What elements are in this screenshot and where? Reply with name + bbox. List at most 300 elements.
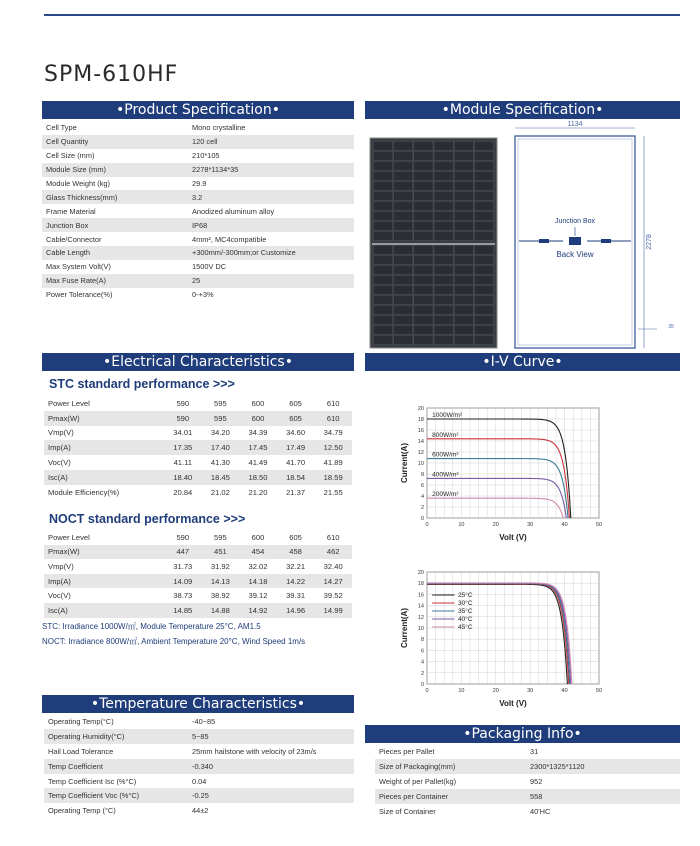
product-spec-value: +300mm/-300mm;or Customize (188, 246, 354, 260)
connector-left (539, 239, 549, 243)
product-spec-row (42, 218, 354, 232)
panel-cell (394, 305, 413, 314)
panel-cell (454, 211, 473, 220)
temperature-row (44, 774, 354, 789)
panel-cell (414, 201, 433, 210)
product-spec-value: 25 (188, 274, 354, 288)
noct-cell: 454 (239, 545, 277, 560)
panel-cell (434, 325, 453, 334)
stc-cell: 34.39 (248, 428, 268, 438)
series-label: 30°C (457, 600, 473, 607)
panel-cell (454, 231, 473, 240)
y-tick-label: 12 (417, 450, 424, 456)
stc-cell: 600 (251, 398, 265, 408)
panel-cell (414, 211, 433, 220)
noct-cell: 31.73 (173, 561, 193, 571)
panel-cell (434, 181, 453, 190)
x-tick-label: 50 (595, 688, 603, 694)
thickness-label: 35 (668, 324, 674, 330)
product-spec-row (42, 232, 354, 246)
temperature-label: Operating Temp (°C) (48, 806, 116, 816)
panel-cell (394, 265, 413, 274)
y-tick-label: 0 (420, 682, 424, 688)
product-spec-value: IP68 (188, 218, 354, 232)
height-label: 2278 (646, 234, 653, 250)
product-spec-label: Module Weight (kg) (46, 179, 110, 188)
stc-label: Imp(A) (44, 440, 164, 455)
packaging-label: Pieces per Pallet (379, 746, 435, 756)
y-tick-label: 8 (420, 472, 424, 478)
y-tick-label: 18 (417, 417, 424, 423)
stc-cell: 605 (277, 411, 315, 426)
noct-cell: 595 (214, 532, 227, 542)
series-label: 800W/m² (432, 431, 459, 439)
noct-note: NOCT: Irradiance 800W/㎡, Ambient Temperature 20°C, Wind Speed 1m/s (42, 637, 306, 646)
product-spec-label: Cell Quantity (42, 135, 188, 149)
panel-cell (434, 191, 453, 200)
panel-cell (474, 245, 493, 254)
panel-cell (454, 221, 473, 230)
temperature-row (44, 714, 354, 729)
panel-cell (474, 275, 493, 284)
temperature-header: •Temperature Characteristics• (42, 695, 354, 713)
noct-cell: 605 (289, 532, 302, 542)
panel-cell (394, 315, 413, 324)
noct-row (44, 530, 352, 545)
y-tick-label: 8 (420, 637, 424, 644)
stc-cell: 595 (202, 411, 240, 426)
noct-cell: 451 (202, 545, 240, 560)
panel-cell (454, 305, 473, 314)
product-spec-value: 29.9 (192, 179, 207, 188)
stc-label: Vmp(V) (48, 428, 74, 438)
panel-cell (414, 265, 433, 274)
stc-cell: 590 (164, 411, 202, 426)
product-spec-table (42, 121, 354, 302)
panel-cell (434, 265, 453, 274)
product-spec-value: Anodized aluminum alloy (192, 206, 275, 216)
y-tick-label: 0 (420, 516, 424, 522)
stc-cell: 41.11 (173, 458, 193, 468)
product-spec-row (42, 149, 354, 163)
y-tick-label: 20 (417, 406, 424, 412)
panel-cell (454, 181, 473, 190)
noct-cell: 14.92 (239, 603, 277, 618)
product-spec-row (42, 190, 354, 204)
x-tick-label: 30 (527, 522, 534, 528)
panel-cell (454, 161, 473, 170)
stc-label: Voc(V) (48, 458, 71, 468)
panel-cell (374, 305, 393, 314)
panel-cell (414, 295, 433, 304)
x-tick-label: 40 (561, 688, 568, 694)
product-spec-label: Glass Thickness(mm) (42, 190, 188, 204)
panel-cell (394, 141, 413, 150)
x-tick-label: 0 (425, 522, 429, 528)
noct-cell: 590 (176, 532, 190, 542)
panel-cell (414, 181, 433, 190)
temperature-row (44, 803, 354, 818)
module-spec-header: •Module Specification• (365, 101, 680, 119)
stc-cell: 21.55 (323, 487, 343, 497)
stc-cell: 41.30 (210, 458, 230, 468)
panel-cell (394, 221, 413, 230)
panel-cell (474, 265, 493, 274)
product-spec-value: 0-+3% (192, 290, 214, 300)
product-spec-label: Cell Type (46, 123, 77, 133)
noct-cell: 39.12 (248, 591, 268, 601)
packaging-value: 2300*1325*1120 (526, 759, 680, 774)
module-drawing (365, 120, 680, 352)
stc-cell: 34.60 (286, 428, 306, 438)
temperature-table (44, 714, 354, 818)
product-spec-value: Mono crystalline (192, 123, 246, 133)
temperature-value: -40~85 (192, 716, 216, 726)
panel-cell (394, 151, 413, 160)
panel-cell (394, 295, 413, 304)
y-tick-label: 14 (417, 603, 424, 610)
y-tick-label: 2 (420, 505, 424, 511)
panel-cell (474, 325, 493, 334)
panel-cell (434, 221, 453, 230)
panel-cell (414, 151, 433, 160)
temperature-row (44, 788, 354, 803)
panel-cell (414, 335, 433, 344)
temperature-label: Temp Coefficient Voc (%°C) (44, 788, 188, 803)
noct-label: Vmp(V) (48, 561, 74, 571)
iv-curve-header: •I-V Curve• (365, 353, 680, 371)
noct-cell: 14.13 (202, 574, 240, 589)
noct-cell: 14.96 (277, 603, 315, 618)
packaging-row (375, 789, 680, 804)
panel-cell (474, 221, 493, 230)
panel-cell (374, 325, 393, 334)
packaging-table (375, 744, 680, 818)
noct-row (44, 545, 352, 560)
panel-cell (454, 141, 473, 150)
product-spec-label: Frame Material (46, 206, 96, 216)
y-tick-label: 14 (417, 439, 424, 445)
noct-row (44, 588, 352, 603)
stc-cell: 595 (214, 398, 227, 408)
temperature-label: Operating Humidity(°C) (44, 729, 188, 744)
panel-cell (474, 211, 493, 220)
panel-cell (434, 151, 453, 160)
packaging-label: Weight of per Pallet(kg) (379, 776, 457, 786)
product-spec-label: Cable Length (42, 246, 188, 260)
stc-cell: 34.01 (173, 428, 193, 438)
panel-cell (374, 221, 393, 230)
packaging-row (375, 804, 680, 819)
electrical-header: •Electrical Characteristics• (42, 353, 354, 371)
temperature-value: -0.340 (188, 759, 354, 774)
product-spec-value: 1500V DC (192, 262, 227, 272)
panel-cell (414, 231, 433, 240)
noct-label: Imp(A) (44, 574, 164, 589)
stc-cell: 17.40 (202, 440, 240, 455)
product-spec-row (42, 204, 354, 218)
y-tick-label: 2 (420, 670, 424, 677)
panel-cell (434, 315, 453, 324)
y-axis-label: Current(A) (400, 443, 409, 483)
stc-label: Pmax(W) (44, 411, 164, 426)
temperature-value: 5~85 (188, 729, 354, 744)
panel-cell (474, 305, 493, 314)
panel-cell (454, 171, 473, 180)
panel-cell (374, 161, 393, 170)
panel-cell (414, 191, 433, 200)
noct-row (44, 559, 352, 574)
panel-cell (474, 295, 493, 304)
noct-cell: 462 (314, 545, 352, 560)
y-tick-label: 6 (420, 648, 424, 655)
product-spec-header: •Product Specification• (42, 101, 354, 119)
x-tick-label: 0 (425, 688, 429, 694)
connector-right (601, 239, 611, 243)
panel-cell (414, 141, 433, 150)
product-spec-value: 3.2 (188, 190, 354, 204)
panel-cell (394, 161, 413, 170)
temperature-value: -0.25 (188, 788, 354, 803)
noct-cell: 14.18 (239, 574, 277, 589)
noct-cell: 458 (277, 545, 315, 560)
y-tick-label: 10 (417, 461, 424, 467)
stc-cell: 12.50 (314, 440, 352, 455)
temperature-row (44, 759, 354, 774)
panel-cell (374, 201, 393, 210)
panel-cell (474, 161, 493, 170)
panel-cell (394, 245, 413, 254)
stc-cell: 21.02 (210, 487, 230, 497)
stc-cell: 17.49 (277, 440, 315, 455)
packaging-row (375, 744, 680, 759)
panel-cell (434, 305, 453, 314)
top-rule (44, 14, 680, 16)
iv-chart-irradiance (395, 402, 610, 547)
noct-label: Power Level (48, 532, 90, 542)
panel-cell (414, 245, 433, 254)
noct-label: Isc(A) (44, 603, 164, 618)
panel-cell (374, 231, 393, 240)
noct-cell: 14.09 (164, 574, 202, 589)
panel-cell (454, 151, 473, 160)
panel-cell (434, 171, 453, 180)
stc-label: Isc(A) (44, 470, 164, 485)
x-tick-label: 40 (561, 522, 568, 528)
panel-cell (414, 315, 433, 324)
packaging-value: 31 (530, 746, 539, 756)
y-tick-label: 18 (417, 581, 424, 588)
panel-cell (374, 335, 393, 344)
x-axis-label: Volt (V) (499, 699, 527, 708)
y-tick-label: 10 (417, 626, 424, 632)
stc-cell: 34.79 (323, 428, 343, 438)
panel-cell (454, 315, 473, 324)
noct-title: NOCT standard performance >>> (49, 512, 246, 526)
junction-box (569, 237, 581, 245)
y-tick-label: 4 (420, 494, 424, 500)
y-tick-label: 12 (417, 614, 424, 621)
product-spec-label: Max System Volt(V) (46, 262, 111, 272)
product-spec-row (42, 163, 354, 177)
noct-cell: 14.85 (164, 603, 202, 618)
panel-cell (394, 191, 413, 200)
x-tick-label: 10 (458, 688, 465, 694)
packaging-value: 558 (526, 789, 680, 804)
panel-cell (474, 285, 493, 294)
y-tick-label: 16 (417, 428, 424, 434)
panel-cell (394, 171, 413, 180)
temperature-label: Operating Temp(°C) (48, 716, 114, 726)
stc-row (44, 396, 352, 411)
x-tick-label: 20 (492, 522, 499, 528)
temperature-value: 44±2 (192, 806, 209, 816)
stc-cell: 34.20 (210, 428, 230, 438)
stc-row (44, 411, 352, 426)
stc-cell: 590 (176, 398, 190, 408)
panel-cell (414, 285, 433, 294)
panel-cell (374, 265, 393, 274)
product-spec-row (42, 260, 354, 274)
panel-cell (434, 285, 453, 294)
product-spec-row (42, 288, 354, 302)
product-spec-row (42, 121, 354, 135)
noct-cell: 447 (164, 545, 202, 560)
panel-cell (394, 201, 413, 210)
stc-row (44, 440, 352, 455)
packaging-row (375, 759, 680, 774)
stc-cell: 20.84 (173, 487, 193, 497)
noct-table (44, 530, 352, 618)
panel-cell (374, 191, 393, 200)
panel-cell (454, 275, 473, 284)
series-label: 1000W/m² (432, 412, 463, 419)
packaging-label: Size of Container (379, 806, 436, 816)
stc-table (44, 396, 352, 500)
series-label: 35°C (457, 608, 473, 615)
y-tick-label: 16 (417, 592, 424, 599)
panel-cell (374, 151, 393, 160)
junction-box-label: Junction Box (554, 218, 596, 225)
panel-cell (374, 181, 393, 190)
panel-cell (414, 305, 433, 314)
panel-cell (474, 181, 493, 190)
panel-cell (414, 255, 433, 264)
panel-cell (394, 325, 413, 334)
packaging-value: 40'HC (530, 806, 551, 816)
panel-cell (374, 275, 393, 284)
noct-cell: 39.52 (323, 591, 343, 601)
noct-cell: 610 (326, 532, 340, 542)
series-label: 40°C (457, 616, 473, 623)
stc-cell: 605 (289, 398, 302, 408)
y-tick-label: 20 (417, 570, 424, 576)
packaging-value: 952 (530, 776, 543, 786)
stc-cell: 17.45 (239, 440, 277, 455)
panel-cell (414, 275, 433, 284)
panel-cell (454, 295, 473, 304)
x-tick-label: 50 (595, 522, 603, 528)
packaging-header: •Packaging Info• (365, 725, 680, 743)
stc-cell: 21.20 (248, 487, 268, 497)
noct-row (44, 603, 352, 618)
panel-cell (414, 325, 433, 334)
panel-cell (474, 231, 493, 240)
panel-cell (394, 231, 413, 240)
panel-cell (374, 245, 393, 254)
x-tick-label: 30 (527, 688, 534, 694)
page-title: SPM-610HF (44, 62, 179, 87)
panel-cell (474, 141, 493, 150)
stc-cell: 610 (326, 398, 340, 408)
panel-cell (434, 245, 453, 254)
temperature-value: 25mm hailstone with velocity of 23m/s (192, 746, 317, 756)
panel-cell (374, 285, 393, 294)
temperature-label: Temp Coefficient Isc (%°C) (48, 776, 137, 786)
panel-cell (454, 245, 473, 254)
panel-cell (374, 295, 393, 304)
product-spec-label: Module Size (mm) (42, 163, 188, 177)
panel-cell (374, 315, 393, 324)
panel-cell (454, 191, 473, 200)
panel-cell (394, 255, 413, 264)
noct-label: Voc(V) (48, 591, 71, 601)
stc-cell: 41.89 (323, 458, 343, 468)
panel-cell (474, 151, 493, 160)
width-label: 1134 (567, 121, 583, 128)
product-spec-label: Cell Size (mm) (46, 151, 95, 161)
stc-row (44, 455, 352, 470)
panel-cell (434, 201, 453, 210)
product-spec-row (42, 177, 354, 191)
packaging-label: Size of Packaging(mm) (375, 759, 526, 774)
panel-cell (374, 141, 393, 150)
x-axis-label: Volt (V) (499, 533, 527, 542)
product-spec-value: 4mm², MC4compatible (192, 234, 267, 244)
panel-cell (434, 141, 453, 150)
product-spec-row (42, 246, 354, 260)
panel-cell (434, 231, 453, 240)
panel-cell (394, 335, 413, 344)
noct-cell: 14.22 (277, 574, 315, 589)
noct-cell: 31.92 (210, 561, 230, 571)
stc-cell: 17.35 (164, 440, 202, 455)
panel-cell (414, 221, 433, 230)
panel-cell (374, 211, 393, 220)
panel-cell (474, 171, 493, 180)
stc-cell: 18.45 (202, 470, 240, 485)
x-tick-label: 20 (492, 688, 499, 694)
panel-cell (434, 275, 453, 284)
stc-row (44, 426, 352, 441)
noct-label: Pmax(W) (44, 545, 164, 560)
back-view-label: Back View (556, 250, 594, 259)
panel-cell (454, 265, 473, 274)
noct-cell: 14.27 (314, 574, 352, 589)
temperature-row (44, 729, 354, 744)
stc-cell: 610 (314, 411, 352, 426)
product-spec-label: Junction Box (42, 218, 188, 232)
noct-row (44, 574, 352, 589)
noct-cell: 600 (251, 532, 265, 542)
y-tick-label: 6 (420, 483, 424, 489)
stc-cell: 41.70 (286, 458, 306, 468)
product-spec-label: Max Fuse Rate(A) (42, 274, 188, 288)
panel-cell (434, 211, 453, 220)
product-spec-value: 2278*1134*35 (188, 163, 354, 177)
series-label: 200W/m² (432, 491, 459, 499)
stc-cell: 41.49 (248, 458, 268, 468)
